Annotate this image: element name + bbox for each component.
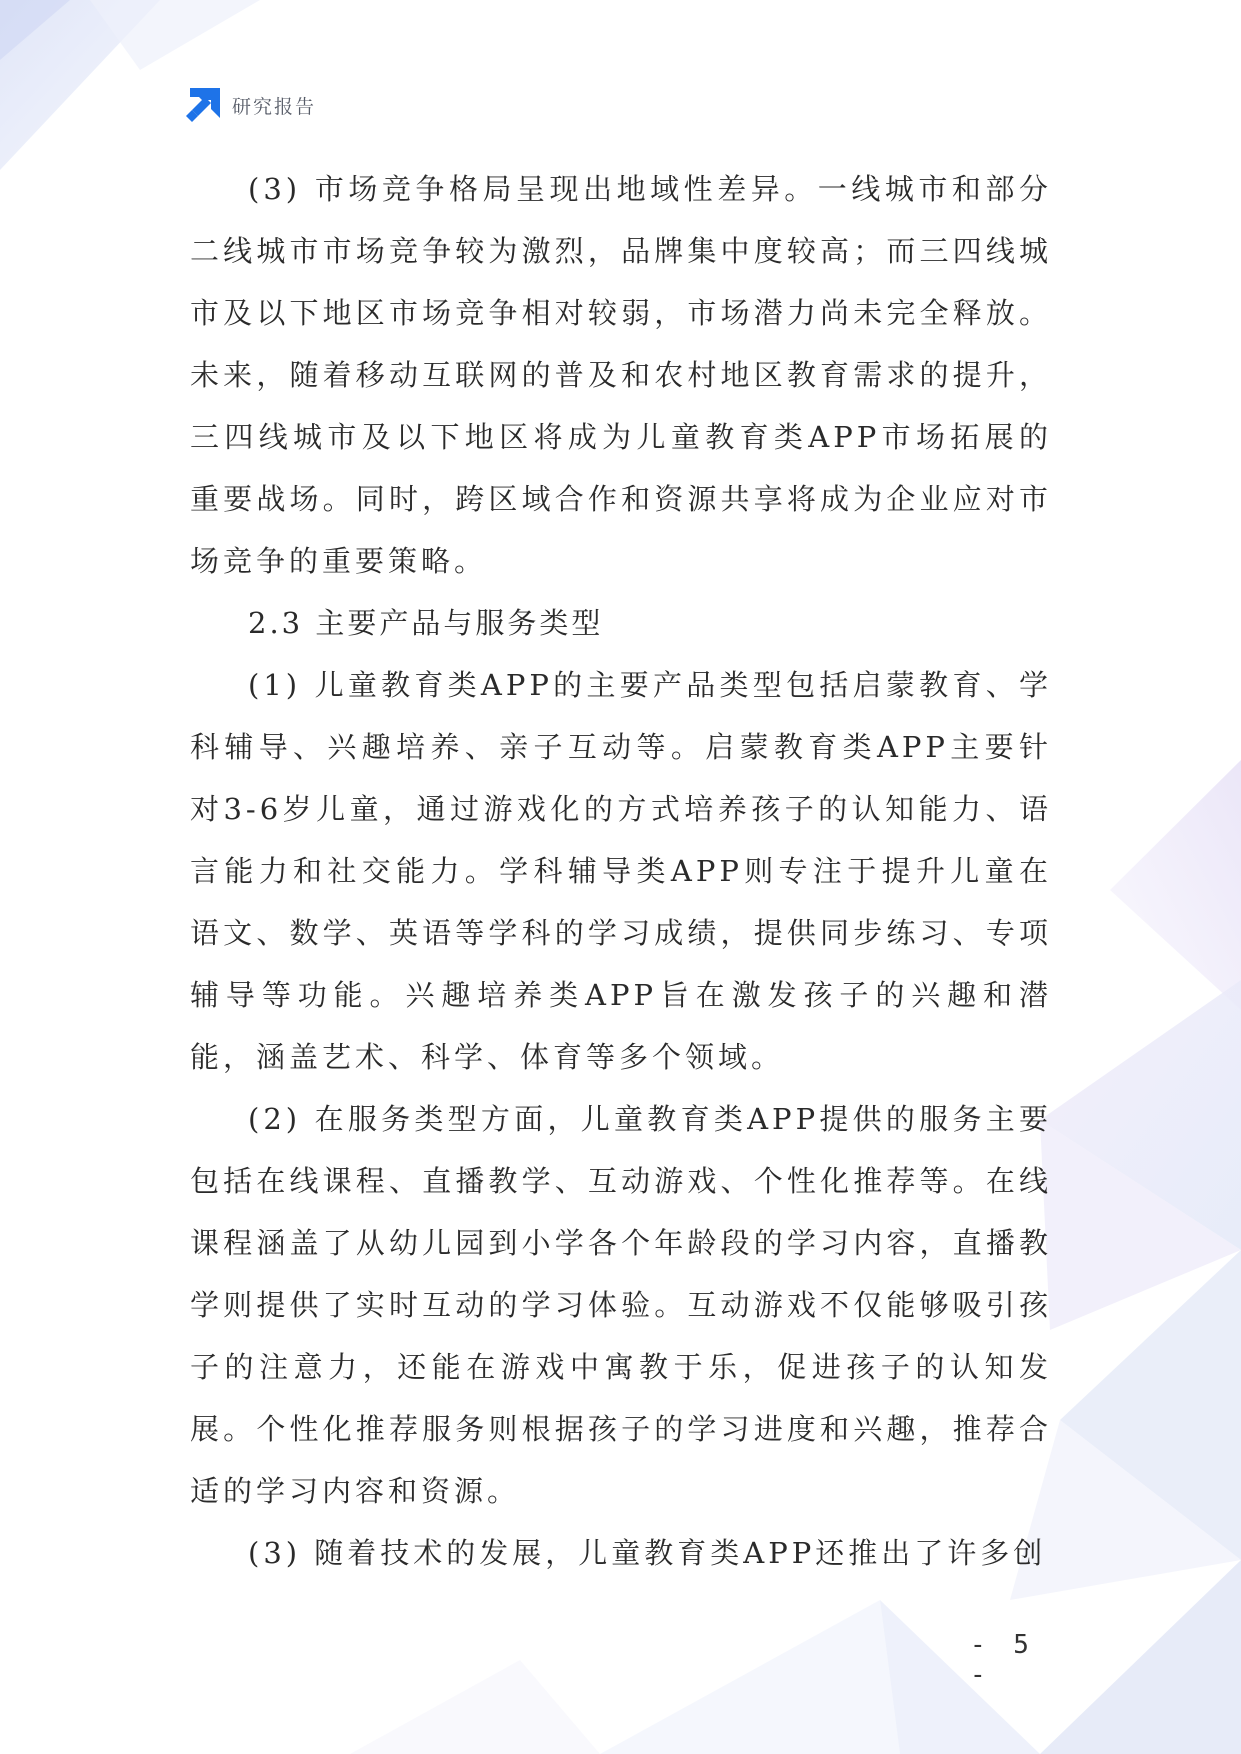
paragraph-service-types: (2) 在服务类型方面，儿童教育类APP提供的服务主要包括在线课程、直播教学、互动游戏、个性化推荐等。在线课程涵盖了从幼儿园到小学各个年龄段的学习内容，直播教学则提供了实时互动的学习体验。互动游戏不仅能够吸引孩子的注意力，还能在游戏中寓教于乐，促进孩子的认知发展。个性化推荐服务则根据孩子的学习进度和兴趣，推荐合适的学习内容和资源。 — [190, 1102, 1052, 1508]
paragraph-product-types: (1) 儿童教育类APP的主要产品类型包括启蒙教育、学科辅导、兴趣培养、亲子互动等。启蒙教育类APP主要针对3-6岁儿童，通过游戏化的方式培养孩子的认知能力、语言能力和社交能力。学科辅导类APP则专注于提升儿童在语文、数学、英语等学科的学习成绩，提供同步练习、专项辅导等功能。兴趣培养类APP旨在激发孩子的兴趣和潜能，涵盖艺术、科学、体育等多个领域。 — [190, 668, 1052, 1074]
paragraph-market-regional-difference: (3) 市场竞争格局呈现出地域性差异。一线城市和部分二线城市市场竞争较为激烈，品牌集中度较高；而三四线城市及以下地区市场竞争相对较弱，市场潜力尚未完全释放。未来，随着移动互联网的普及和农村地区教育需求的提升，三四线城市及以下地区将成为儿童教育类APP市场拓展的重要战场。同时，跨区域合作和资源共享将成为企业应对市场竞争的重要策略。 — [190, 172, 1052, 578]
header-title: 研究报告 — [232, 95, 317, 118]
report-header — [186, 88, 316, 122]
arrow-up-right-icon — [186, 88, 220, 122]
page-number: - 5 - — [970, 1630, 1035, 1690]
section-heading: 2.3 主要产品与服务类型 — [248, 606, 604, 640]
document-body — [190, 158, 1052, 1584]
paragraph-technology: (3) 随着技术的发展，儿童教育类APP还推出了许多创 — [248, 1536, 1047, 1570]
